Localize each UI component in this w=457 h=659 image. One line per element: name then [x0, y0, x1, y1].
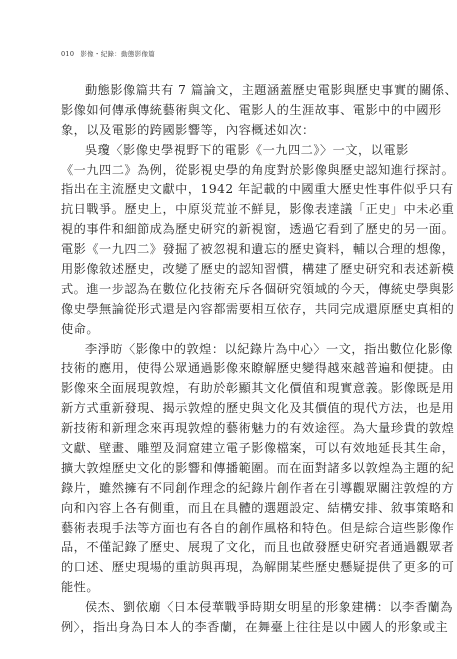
text-line: 《一九四二》為例，從影視史學的角度對於影像與歷史認知進行探討。 — [61, 162, 455, 177]
text-line: 指出在主流歷史文獻中，1942 年記載的中國重大歷史性事件似乎只有 — [61, 182, 454, 197]
text-line: 動態影像篇共有 7 篇論文，主題涵蓋歷史電影與歷史事實的關係、 — [85, 83, 457, 97]
text-line: 影像來全面展現敦煌，有助於彰顯其文化價值和現實意義。影像既是用 — [61, 381, 455, 396]
page-number: 010 — [61, 50, 75, 58]
text-line: 文獻、壁畫、雕塑及洞窟建立電子影像檔案，可以有效地延長其生命， — [61, 441, 455, 456]
paragraph — [61, 141, 455, 340]
text-line: 例〉，指出身為日本人的李香蘭，在舞臺上往往是以中國人的形象或主 — [61, 620, 449, 635]
text-line: 品，不僅記錄了歷史、展現了文化，而且也啟發歷史研究者通過觀眾者 — [61, 540, 455, 555]
text-line: 象，以及電影的跨國影響等，內容概述如次： — [61, 122, 315, 137]
text-line: 使命。 — [61, 321, 100, 336]
body-text — [61, 81, 457, 638]
text-line: 式。進一步認為在數位化技術充斥各個研究領域的今天，傳統史學與影 — [61, 281, 455, 296]
paragraph — [61, 81, 457, 141]
text-line: 新技術和新理念來再現敦煌的藝術魅力的有效途徑。為大量珍貴的敦煌 — [61, 421, 455, 436]
text-line: 吳瓊〈影像史學視野下的電影《一九四二》〉一文，以電影 — [85, 142, 409, 157]
text-line: 像史學無論從形式還是內容都需要相互依存，共同完成還原歷史真相的 — [61, 301, 455, 316]
text-line: 技術的應用，使得公眾通過影像來瞭解歷史變得越來越普遍和便捷。由 — [61, 361, 455, 376]
text-line: 新方式重新發現、揭示敦煌的歷史與文化及其價值的現代方法，也是用 — [61, 401, 455, 416]
paragraph — [61, 340, 455, 599]
text-line: 李淨昉〈影像中的敦煌：以紀錄片為中心〉一文，指出數位化影像 — [85, 341, 453, 356]
running-header — [61, 49, 155, 58]
paragraph — [61, 598, 453, 638]
text-line: 向和內容上各有側重，而且在具體的選題設定、結構安排、敘事策略和 — [61, 500, 455, 515]
text-line: 視的事件和細節成為歷史研究的新視窗，透過它看到了歷史的另一面。 — [61, 222, 455, 237]
text-line: 錄片，雖然擁有不同創作理念的紀錄片創作者在引導觀眾關注敦煌的方 — [61, 480, 455, 495]
text-line: 擴大敦煌歷史文化的影響和傳播範圍。而在面對諸多以敦煌為主題的紀 — [61, 460, 455, 475]
text-line: 的口述、歷史現場的重訪與再現，為解開某些歷史懸疑提供了更多的可 — [61, 560, 455, 575]
running-title: 影像・紀錄：動態影像篇 — [80, 50, 156, 58]
text-line: 藝術表現手法等方面也有各自的創作風格和特色。但是綜合這些影像作 — [61, 520, 455, 535]
text-line: 電影《一九四二》發掘了被忽視和遺忘的歷史資料，輔以合理的想像， — [61, 242, 455, 257]
text-line: 能性。 — [61, 580, 100, 595]
text-line: 侯杰、劉依廟〈日本侵華戰爭時期女明星的形象建構：以李香蘭為 — [85, 600, 453, 615]
text-line: 抗日戰爭。歷史上，中原災荒並不鮮見，影像表達議「正史」中未必重 — [61, 202, 455, 217]
text-line: 影像如何傳承傳統藝術與文化、電影人的生涯故事、電影中的中國形 — [61, 102, 442, 117]
text-line: 用影像敘述歷史，改變了歷史的認知習慣，構建了歷史研究和表述新模 — [61, 262, 455, 277]
